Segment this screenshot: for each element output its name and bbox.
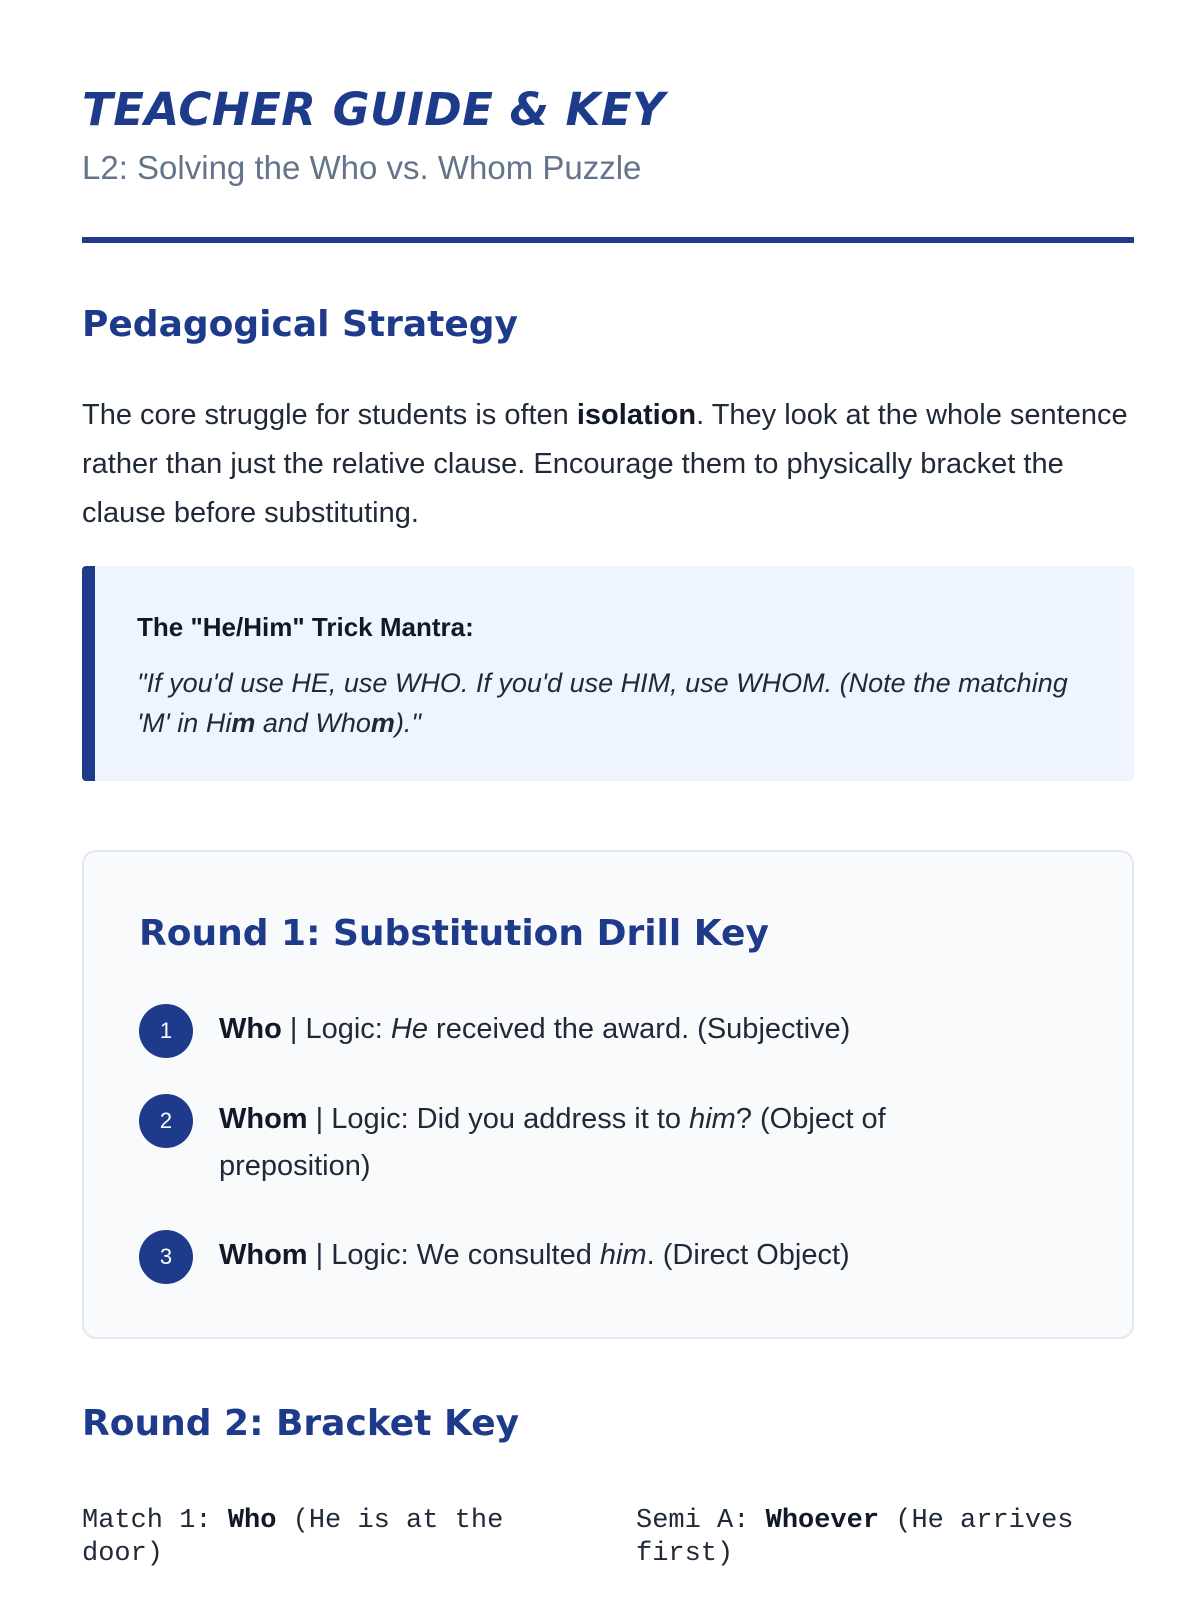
item-number-badge: 2	[139, 1094, 193, 1148]
round2-heading: Round 2: Bracket Key	[82, 1403, 520, 1444]
mantra-title: The "He/Him" Trick Mantra:	[137, 612, 474, 642]
mantra-quote-m: m	[370, 708, 395, 738]
drill-rest: received the award. (Subjective)	[427, 1013, 851, 1045]
mantra-quote-part: and Who	[255, 708, 371, 738]
drill-answer-word: Whom	[219, 1239, 308, 1271]
bracket-label: Semi A:	[636, 1506, 766, 1536]
drill-logic: | Logic: We consulted	[307, 1239, 600, 1271]
strategy-text-end: . They look at the whole sentence rather than just the relative clause. Encourage them to physically bracket the clause before substituting.	[82, 399, 1128, 529]
bracket-detail: (He is at the door)	[82, 1506, 504, 1569]
drill-answer-text	[219, 1096, 1009, 1190]
bracket-detail: (He arrives first)	[636, 1506, 1074, 1569]
drill-rest: . (Direct Object)	[646, 1239, 850, 1271]
strategy-text-start: The core struggle for students is often	[82, 399, 577, 431]
bracket-semi-a	[636, 1505, 1136, 1571]
drill-answer-word: Whom	[219, 1103, 308, 1135]
bracket-match-1	[82, 1505, 582, 1571]
drill-answer-text	[219, 1006, 1009, 1053]
page-header	[82, 80, 1134, 188]
mantra-quote-part: )."	[394, 708, 422, 738]
page-title: TEACHER GUIDE & KEY	[82, 83, 666, 136]
bracket-answer: Who	[227, 1506, 277, 1536]
drill-pronoun: him	[599, 1239, 647, 1271]
bracket-label: Match 1:	[82, 1506, 228, 1536]
strategy-heading: Pedagogical Strategy	[82, 304, 519, 345]
drill-logic: | Logic:	[281, 1013, 391, 1045]
header-divider	[82, 237, 1134, 243]
drill-rest: ? (Object of preposition)	[219, 1103, 886, 1182]
mantra-quote-m: m	[231, 708, 256, 738]
round1-heading: Round 1: Substitution Drill Key	[139, 913, 769, 954]
mantra-quote-part: "If you'd use HE, use WHO. If you'd use HIM, use WHOM. (Note the matching 'M' in Hi	[137, 668, 1068, 738]
strategy-paragraph	[82, 391, 1137, 538]
item-number-badge: 1	[139, 1004, 193, 1058]
drill-pronoun: him	[689, 1103, 736, 1135]
drill-answer-text	[219, 1232, 1009, 1279]
mantra-quote	[137, 663, 1094, 743]
round1-card	[82, 850, 1134, 1339]
mantra-callout	[82, 566, 1134, 781]
bracket-answer: Whoever	[765, 1506, 880, 1536]
drill-answer-word: Who	[219, 1013, 282, 1045]
item-number-badge: 3	[139, 1230, 193, 1284]
drill-logic: | Logic: Did you address it to	[307, 1103, 690, 1135]
drill-pronoun: He	[390, 1013, 428, 1045]
strategy-emphasis: isolation	[576, 399, 697, 431]
page-subtitle: L2: Solving the Who vs. Whom Puzzle	[82, 149, 642, 186]
